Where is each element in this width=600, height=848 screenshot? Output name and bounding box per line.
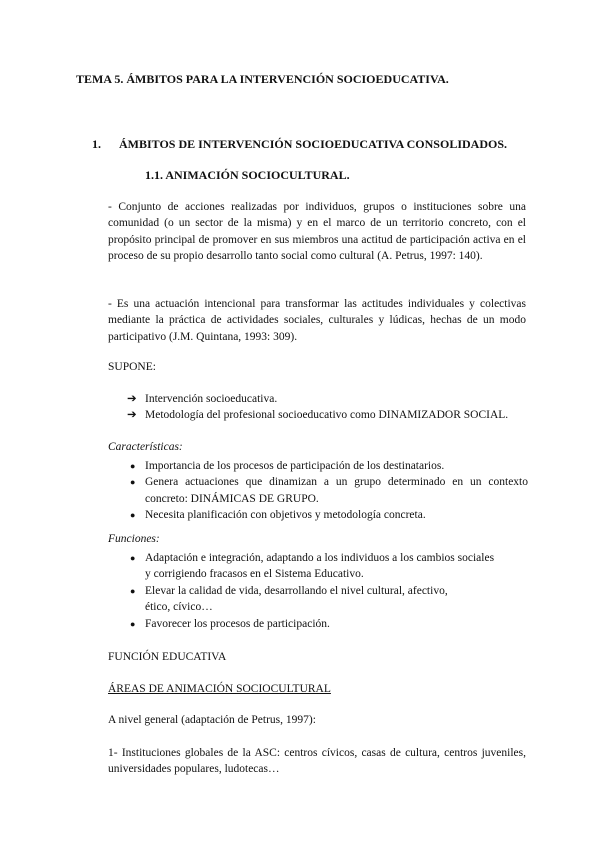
funcion-educativa-label: FUNCIÓN EDUCATIVA	[108, 651, 227, 663]
section-1-title: ÁMBITOS DE INTERVENCIÓN SOCIOEDUCATIVA CONSOLIDADOS.	[119, 137, 507, 151]
list-item: ● Favorecer los procesos de participación.	[108, 616, 528, 632]
funciones-label: Funciones:	[108, 533, 160, 545]
list-item: ● Importancia de los procesos de participación de los destinatarios.	[108, 458, 528, 474]
list-item: ➔ Metodología del profesional socioeducativo como DINAMIZADOR SOCIAL.	[108, 407, 528, 423]
bullet-icon: ●	[130, 585, 136, 596]
bullet-icon: ●	[130, 461, 136, 471]
areas-item-1: 1- Instituciones globales de la ASC: centros cívicos, casas de cultura, centros juveniles, universidades populares, ludotecas…	[108, 747, 526, 776]
list-item: ● Genera actuaciones que dinamizan a un grupo determinado en un contexto concreto: DINÁMICAS DE GRUPO.	[130, 476, 528, 505]
supone-label: SUPONE:	[108, 361, 156, 373]
list-item: ● Necesita planificación con objetivos y metodología concreta.	[108, 507, 528, 523]
list-item: ● Elevar la calidad de vida, desarrollando el nivel cultural, afectivo, ético, cívico…	[130, 584, 448, 614]
supone-list	[108, 391, 528, 424]
funciones-list	[108, 550, 528, 632]
bullet-icon: ●	[130, 553, 136, 563]
section-1-number: 1.	[92, 137, 101, 151]
nivel-general-text: A nivel general (adaptación de Petrus, 1997):	[108, 714, 316, 726]
areas-heading: ÁREAS DE ANIMACIÓN SOCIOCULTURAL	[108, 683, 331, 695]
section-1-heading	[92, 137, 507, 152]
list-item: ● Adaptación e integración, adaptando a los individuos a los cambios sociales y corrigiendo fracasos en el Sistema Educativo.	[130, 552, 495, 581]
arrow-icon: ➔	[127, 393, 137, 405]
bullet-icon: ●	[130, 618, 136, 629]
arrow-icon: ➔	[127, 409, 137, 422]
definition-paragraph-1: - Conjunto de acciones realizadas por individuos, grupos o instituciones sobre una comunidad (o un sector de la misma) y en el marco de un territorio concreto, con el propósito principal de promover en sus miembros una actitud de participación activa en el proceso de su propio desarrollo tanto social como cultural (A. Petrus, 1997: 140).	[108, 201, 526, 263]
list-item: ➔ Intervención socioeducativa.	[108, 391, 528, 407]
bullet-icon: ●	[130, 510, 136, 521]
document-title: TEMA 5. ÁMBITOS PARA LA INTERVENCIÓN SOCIOEDUCATIVA.	[76, 72, 449, 86]
caracteristicas-list	[108, 458, 528, 524]
section-1-1-heading: 1.1. ANIMACIÓN SOCIOCULTURAL.	[145, 168, 350, 182]
definition-paragraph-2: - Es una actuación intencional para transformar las actitudes individuales y colectivas mediante la práctica de actividades sociales, culturales y lúdicas, hechas de un modo participativo (J.M. Quintana, 1993: 309).	[108, 298, 526, 343]
bullet-icon: ●	[130, 477, 136, 488]
caracteristicas-label: Características:	[108, 441, 183, 453]
